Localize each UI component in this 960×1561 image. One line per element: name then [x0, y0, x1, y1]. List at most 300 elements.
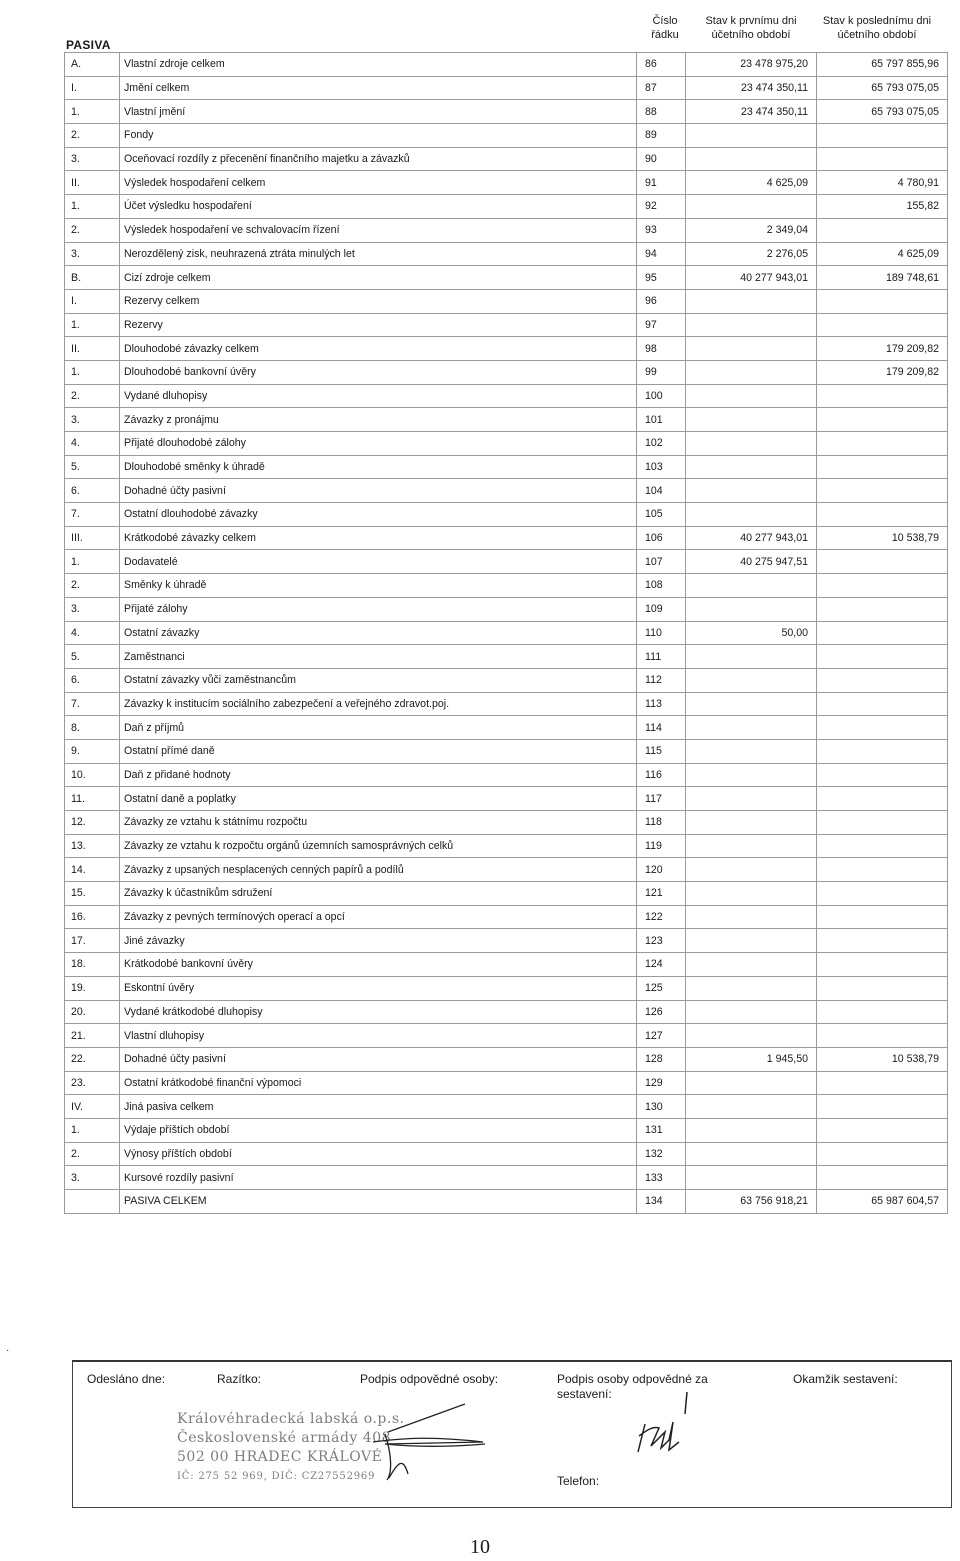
row-opening-balance	[686, 1024, 817, 1048]
row-number: 113	[637, 692, 686, 716]
row-number: 112	[637, 668, 686, 692]
table-row	[65, 1000, 948, 1024]
row-code: III.	[65, 526, 120, 550]
stamp-label: Razítko:	[217, 1372, 262, 1386]
row-number: 134	[637, 1190, 686, 1214]
row-name: Ostatní závazky	[120, 621, 637, 645]
row-number: 115	[637, 739, 686, 763]
row-opening-balance	[686, 503, 817, 527]
row-opening-balance	[686, 408, 817, 432]
row-code: 3.	[65, 597, 120, 621]
row-closing-balance	[817, 124, 948, 148]
row-code: 6.	[65, 668, 120, 692]
row-closing-balance	[817, 905, 948, 929]
row-code: 13.	[65, 834, 120, 858]
table-row	[65, 503, 948, 527]
row-number: 119	[637, 834, 686, 858]
row-closing-balance	[817, 787, 948, 811]
row-closing-balance	[817, 668, 948, 692]
row-number: 132	[637, 1142, 686, 1166]
row-code: 1.	[65, 313, 120, 337]
row-closing-balance	[817, 147, 948, 171]
row-name: Výnosy příštích období	[120, 1142, 637, 1166]
row-opening-balance: 1 945,50	[686, 1047, 817, 1071]
row-closing-balance	[817, 953, 948, 977]
row-number: 108	[637, 574, 686, 598]
table-row	[65, 289, 948, 313]
row-opening-balance	[686, 337, 817, 361]
row-name: Ostatní závazky vůči zaměstnancům	[120, 668, 637, 692]
row-closing-balance	[817, 432, 948, 456]
row-closing-balance	[817, 929, 948, 953]
row-code: 21.	[65, 1024, 120, 1048]
row-code: 8.	[65, 716, 120, 740]
row-code: 7.	[65, 692, 120, 716]
row-number: 92	[637, 195, 686, 219]
row-code: 3.	[65, 408, 120, 432]
row-closing-balance: 155,82	[817, 195, 948, 219]
row-closing-balance: 65 793 075,05	[817, 100, 948, 124]
row-number: 120	[637, 858, 686, 882]
table-row	[65, 621, 948, 645]
row-opening-balance	[686, 195, 817, 219]
row-code: 2.	[65, 124, 120, 148]
row-name: Vydané dluhopisy	[120, 384, 637, 408]
row-number: 124	[637, 953, 686, 977]
table-row	[65, 976, 948, 1000]
table-row	[65, 313, 948, 337]
responsible-signature-label: Podpis odpovědné osoby:	[360, 1372, 499, 1386]
row-name: Krátkodobé závazky celkem	[120, 526, 637, 550]
sent-date-label: Odesláno dne:	[87, 1372, 166, 1386]
column-header-row-number: Číslo řádku	[651, 15, 679, 41]
row-closing-balance: 10 538,79	[817, 526, 948, 550]
row-name: Výsledek hospodaření ve schvalovacím řízení	[120, 218, 637, 242]
row-opening-balance: 40 277 943,01	[686, 526, 817, 550]
liabilities-table	[64, 52, 948, 1214]
row-closing-balance: 4 625,09	[817, 242, 948, 266]
compiler-signature-label: Podpis osoby odpovědné za sestavení:	[557, 1372, 708, 1401]
row-code: 3.	[65, 242, 120, 266]
table-row	[65, 218, 948, 242]
row-opening-balance	[686, 834, 817, 858]
row-code: B.	[65, 266, 120, 290]
row-opening-balance: 50,00	[686, 621, 817, 645]
row-closing-balance	[817, 1166, 948, 1190]
phone-label: Telefon:	[557, 1474, 600, 1488]
row-name: Závazky ze vztahu k rozpočtu orgánů územních samosprávných celků	[120, 834, 637, 858]
row-opening-balance	[686, 360, 817, 384]
row-closing-balance	[817, 313, 948, 337]
row-code: IV.	[65, 1095, 120, 1119]
row-opening-balance: 40 277 943,01	[686, 266, 817, 290]
row-code: II.	[65, 337, 120, 361]
row-number: 101	[637, 408, 686, 432]
row-number: 125	[637, 976, 686, 1000]
row-code: 10.	[65, 763, 120, 787]
row-name: Ostatní dlouhodobé závazky	[120, 503, 637, 527]
row-number: 114	[637, 716, 686, 740]
page-number: 10	[470, 1536, 490, 1558]
table-row	[65, 266, 948, 290]
row-name: Vlastní jmění	[120, 100, 637, 124]
row-code: 20.	[65, 1000, 120, 1024]
responsible-signature-scribble	[373, 1404, 485, 1480]
row-code: II.	[65, 171, 120, 195]
row-closing-balance	[817, 763, 948, 787]
row-name: Vlastní zdroje celkem	[120, 53, 637, 77]
row-code	[65, 1190, 120, 1214]
row-number: 98	[637, 337, 686, 361]
page-mark: ·	[6, 1345, 10, 1356]
row-name: PASIVA CELKEM	[120, 1190, 637, 1214]
row-name: Zaměstnanci	[120, 645, 637, 669]
balance-sheet-header	[64, 12, 940, 52]
row-name: Dohadné účty pasivní	[120, 1047, 637, 1071]
row-closing-balance	[817, 289, 948, 313]
row-opening-balance	[686, 574, 817, 598]
row-opening-balance	[686, 716, 817, 740]
row-opening-balance	[686, 432, 817, 456]
row-code: 2.	[65, 574, 120, 598]
row-opening-balance: 40 275 947,51	[686, 550, 817, 574]
row-opening-balance	[686, 645, 817, 669]
row-opening-balance	[686, 1118, 817, 1142]
row-code: 2.	[65, 1142, 120, 1166]
row-number: 102	[637, 432, 686, 456]
row-number: 99	[637, 360, 686, 384]
row-closing-balance	[817, 621, 948, 645]
row-name: Oceňovací rozdíly z přecenění finančního majetku a závazků	[120, 147, 637, 171]
row-code: 1.	[65, 1118, 120, 1142]
row-code: I.	[65, 76, 120, 100]
row-number: 94	[637, 242, 686, 266]
row-closing-balance	[817, 716, 948, 740]
row-closing-balance	[817, 1024, 948, 1048]
row-closing-balance: 65 797 855,96	[817, 53, 948, 77]
row-opening-balance: 4 625,09	[686, 171, 817, 195]
table-row	[65, 739, 948, 763]
row-name: Ostatní krátkodobé finanční výpomoci	[120, 1071, 637, 1095]
table-row	[65, 1095, 948, 1119]
row-name: Výsledek hospodaření celkem	[120, 171, 637, 195]
row-number: 130	[637, 1095, 686, 1119]
row-number: 86	[637, 53, 686, 77]
table-row	[65, 645, 948, 669]
row-opening-balance: 2 349,04	[686, 218, 817, 242]
row-number: 121	[637, 882, 686, 906]
row-opening-balance	[686, 739, 817, 763]
row-number: 133	[637, 1166, 686, 1190]
table-row	[65, 1024, 948, 1048]
row-code: 17.	[65, 929, 120, 953]
row-name: Závazky k účastníkům sdružení	[120, 882, 637, 906]
row-number: 103	[637, 455, 686, 479]
row-number: 100	[637, 384, 686, 408]
row-code: A.	[65, 53, 120, 77]
row-name: Fondy	[120, 124, 637, 148]
table-row	[65, 811, 948, 835]
row-opening-balance	[686, 668, 817, 692]
row-number: 96	[637, 289, 686, 313]
compiler-signature-scribble	[638, 1392, 687, 1452]
row-number: 95	[637, 266, 686, 290]
row-name: Přijaté zálohy	[120, 597, 637, 621]
row-code: 18.	[65, 953, 120, 977]
row-closing-balance	[817, 882, 948, 906]
row-name: Závazky z pronájmu	[120, 408, 637, 432]
row-code: 1.	[65, 360, 120, 384]
row-opening-balance: 63 756 918,21	[686, 1190, 817, 1214]
table-row	[65, 384, 948, 408]
row-closing-balance	[817, 692, 948, 716]
row-closing-balance: 189 748,61	[817, 266, 948, 290]
row-opening-balance	[686, 289, 817, 313]
row-number: 105	[637, 503, 686, 527]
table-row	[65, 408, 948, 432]
row-name: Účet výsledku hospodaření	[120, 195, 637, 219]
row-closing-balance	[817, 384, 948, 408]
row-closing-balance	[817, 739, 948, 763]
row-code: 4.	[65, 621, 120, 645]
row-opening-balance	[686, 858, 817, 882]
stamp-line-street: Československé armády 408	[177, 1430, 392, 1446]
column-header-opening-balance: Stav k prvnímu dni účetního období	[705, 15, 797, 41]
stamp-line-city: 502 00 HRADEC KRÁLOVÉ	[177, 1449, 383, 1465]
table-row	[65, 953, 948, 977]
row-opening-balance	[686, 313, 817, 337]
row-name: Rezervy celkem	[120, 289, 637, 313]
row-opening-balance	[686, 905, 817, 929]
table-row	[65, 834, 948, 858]
row-number: 90	[637, 147, 686, 171]
table-row	[65, 882, 948, 906]
row-name: Závazky z upsaných nesplacených cenných papírů a podílů	[120, 858, 637, 882]
table-row	[65, 763, 948, 787]
handwritten-signatures	[73, 1362, 953, 1510]
row-name: Dlouhodobé bankovní úvěry	[120, 360, 637, 384]
table-row	[65, 147, 948, 171]
row-name: Dlouhodobé závazky celkem	[120, 337, 637, 361]
row-name: Výdaje příštích období	[120, 1118, 637, 1142]
row-code: 14.	[65, 858, 120, 882]
row-code: 4.	[65, 432, 120, 456]
row-number: 89	[637, 124, 686, 148]
section-title: PASIVA	[66, 38, 111, 52]
row-code: 23.	[65, 1071, 120, 1095]
row-opening-balance	[686, 929, 817, 953]
row-opening-balance	[686, 882, 817, 906]
row-number: 129	[637, 1071, 686, 1095]
signature-box	[72, 1360, 952, 1508]
row-code: 3.	[65, 1166, 120, 1190]
stamp-line-company: Královéhradecká labská o.p.s.	[177, 1411, 405, 1427]
row-opening-balance: 23 474 350,11	[686, 100, 817, 124]
table-row	[65, 787, 948, 811]
row-number: 131	[637, 1118, 686, 1142]
table-row	[65, 1190, 948, 1214]
row-name: Jiná pasiva celkem	[120, 1095, 637, 1119]
row-opening-balance: 23 478 975,20	[686, 53, 817, 77]
table-row	[65, 1142, 948, 1166]
row-code: 3.	[65, 147, 120, 171]
table-row	[65, 432, 948, 456]
row-number: 104	[637, 479, 686, 503]
row-code: 6.	[65, 479, 120, 503]
row-opening-balance	[686, 953, 817, 977]
row-number: 109	[637, 597, 686, 621]
row-closing-balance	[817, 597, 948, 621]
row-closing-balance	[817, 503, 948, 527]
row-closing-balance	[817, 1000, 948, 1024]
table-row	[65, 242, 948, 266]
row-opening-balance	[686, 124, 817, 148]
table-row	[65, 1071, 948, 1095]
table-row	[65, 455, 948, 479]
row-name: Vlastní dluhopisy	[120, 1024, 637, 1048]
table-row	[65, 337, 948, 361]
row-code: 2.	[65, 384, 120, 408]
row-opening-balance	[686, 763, 817, 787]
row-closing-balance: 4 780,91	[817, 171, 948, 195]
row-closing-balance	[817, 976, 948, 1000]
row-code: 5.	[65, 455, 120, 479]
row-number: 127	[637, 1024, 686, 1048]
row-name: Přijaté dlouhodobé zálohy	[120, 432, 637, 456]
row-closing-balance: 10 538,79	[817, 1047, 948, 1071]
row-opening-balance: 23 474 350,11	[686, 76, 817, 100]
row-number: 107	[637, 550, 686, 574]
column-header-closing-balance: Stav k poslednímu dni účetního období	[822, 15, 932, 41]
table-row	[65, 195, 948, 219]
row-number: 110	[637, 621, 686, 645]
row-opening-balance	[686, 597, 817, 621]
table-row	[65, 905, 948, 929]
row-name: Ostatní daně a poplatky	[120, 787, 637, 811]
table-row	[65, 171, 948, 195]
row-number: 88	[637, 100, 686, 124]
row-number: 117	[637, 787, 686, 811]
row-number: 123	[637, 929, 686, 953]
table-row	[65, 100, 948, 124]
row-code: I.	[65, 289, 120, 313]
row-name: Krátkodobé bankovní úvěry	[120, 953, 637, 977]
table-row	[65, 574, 948, 598]
row-opening-balance	[686, 1000, 817, 1024]
row-name: Dodavatelé	[120, 550, 637, 574]
row-closing-balance	[817, 574, 948, 598]
row-number: 122	[637, 905, 686, 929]
row-number: 106	[637, 526, 686, 550]
row-opening-balance	[686, 1166, 817, 1190]
row-code: 1.	[65, 195, 120, 219]
table-row	[65, 76, 948, 100]
row-opening-balance: 2 276,05	[686, 242, 817, 266]
row-closing-balance: 179 209,82	[817, 337, 948, 361]
row-name: Vydané krátkodobé dluhopisy	[120, 1000, 637, 1024]
table-row	[65, 550, 948, 574]
row-number: 116	[637, 763, 686, 787]
row-name: Daň z přidané hodnoty	[120, 763, 637, 787]
table-row	[65, 1118, 948, 1142]
table-row	[65, 716, 948, 740]
row-name: Závazky ze vztahu k státnímu rozpočtu	[120, 811, 637, 835]
row-opening-balance	[686, 787, 817, 811]
table-row	[65, 1047, 948, 1071]
table-row	[65, 597, 948, 621]
row-name: Jmění celkem	[120, 76, 637, 100]
row-name: Rezervy	[120, 313, 637, 337]
row-number: 87	[637, 76, 686, 100]
row-closing-balance: 65 793 075,05	[817, 76, 948, 100]
row-code: 15.	[65, 882, 120, 906]
row-code: 9.	[65, 739, 120, 763]
row-number: 128	[637, 1047, 686, 1071]
row-name: Eskontní úvěry	[120, 976, 637, 1000]
table-row	[65, 526, 948, 550]
row-opening-balance	[686, 1071, 817, 1095]
row-name: Daň z příjmů	[120, 716, 637, 740]
row-closing-balance: 65 987 604,57	[817, 1190, 948, 1214]
row-name: Dohadné účty pasivní	[120, 479, 637, 503]
row-code: 7.	[65, 503, 120, 527]
row-name: Nerozdělený zisk, neuhrazená ztráta minulých let	[120, 242, 637, 266]
row-name: Jiné závazky	[120, 929, 637, 953]
row-opening-balance	[686, 976, 817, 1000]
row-closing-balance	[817, 834, 948, 858]
row-closing-balance	[817, 479, 948, 503]
row-name: Závazky k institucím sociálního zabezpečení a veřejného zdravot.poj.	[120, 692, 637, 716]
table-row	[65, 479, 948, 503]
row-name: Směnky k úhradě	[120, 574, 637, 598]
row-opening-balance	[686, 147, 817, 171]
table-row	[65, 53, 948, 77]
table-row	[65, 858, 948, 882]
row-number: 91	[637, 171, 686, 195]
row-closing-balance	[817, 455, 948, 479]
row-closing-balance	[817, 811, 948, 835]
table-row	[65, 360, 948, 384]
row-code: 1.	[65, 100, 120, 124]
row-closing-balance	[817, 1071, 948, 1095]
row-code: 2.	[65, 218, 120, 242]
row-number: 118	[637, 811, 686, 835]
row-name: Závazky z pevných termínových operací a opcí	[120, 905, 637, 929]
row-code: 12.	[65, 811, 120, 835]
row-closing-balance	[817, 858, 948, 882]
table-row	[65, 1166, 948, 1190]
row-name: Kursové rozdíly pasivní	[120, 1166, 637, 1190]
row-closing-balance	[817, 1118, 948, 1142]
row-closing-balance	[817, 550, 948, 574]
row-opening-balance	[686, 384, 817, 408]
row-number: 111	[637, 645, 686, 669]
row-number: 93	[637, 218, 686, 242]
row-number: 126	[637, 1000, 686, 1024]
row-opening-balance	[686, 1095, 817, 1119]
row-opening-balance	[686, 1142, 817, 1166]
row-closing-balance	[817, 645, 948, 669]
row-code: 19.	[65, 976, 120, 1000]
table-row	[65, 668, 948, 692]
row-number: 97	[637, 313, 686, 337]
table-row	[65, 692, 948, 716]
row-closing-balance	[817, 1142, 948, 1166]
row-name: Cizí zdroje celkem	[120, 266, 637, 290]
stamp-line-ids: IČ: 275 52 969, DIČ: CZ27552969	[177, 1471, 376, 1482]
row-closing-balance	[817, 408, 948, 432]
row-code: 11.	[65, 787, 120, 811]
